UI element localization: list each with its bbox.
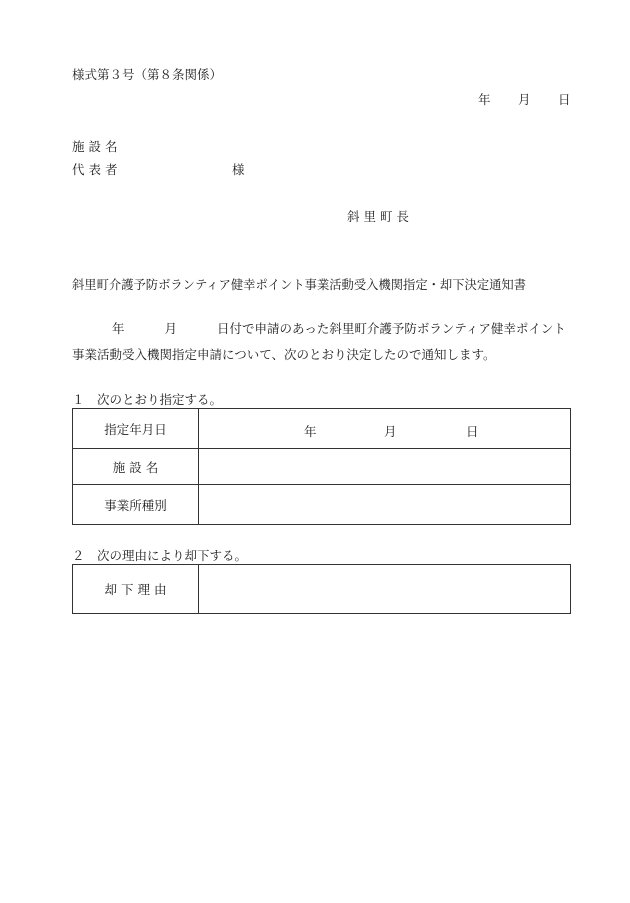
body-text: 日付で申請のあった斜里町介護予防ボランティア健幸ポイント事業活動受入機関指定申請について、次のとおり決定したので通知します。 xyxy=(72,321,566,362)
facility-name-value xyxy=(199,449,571,485)
representative-label: 代 表 者 xyxy=(72,162,118,177)
designation-date-value xyxy=(199,409,571,449)
document-title: 斜里町介護予防ボランティア健幸ポイント事業活動受入機関指定・却下決定通知書 xyxy=(72,278,527,292)
date-header-year: 年 xyxy=(478,92,491,107)
designation-year: 年 xyxy=(304,424,317,439)
designation-month: 月 xyxy=(384,424,397,439)
table-row xyxy=(73,485,571,525)
table-row xyxy=(73,409,571,449)
rejection-reason-value xyxy=(199,565,571,614)
date-header-month: 月 xyxy=(518,92,531,107)
form-number: 様式第３号（第８条関係） xyxy=(72,67,223,82)
rejection-table xyxy=(72,564,571,614)
body-year: 年 xyxy=(112,321,125,336)
section1-heading: １ 次のとおり指定する。 xyxy=(72,392,223,407)
designation-date-label: 指定年月日 xyxy=(73,409,199,449)
honorific: 様 xyxy=(232,162,245,177)
body-month: 月 xyxy=(164,321,178,336)
rejection-reason-label: 却 下 理 由 xyxy=(73,565,199,614)
table-row xyxy=(73,449,571,485)
business-type-value xyxy=(199,485,571,525)
designation-day: 日 xyxy=(466,424,479,439)
body-paragraph xyxy=(72,316,572,368)
facility-label: 施 設 名 xyxy=(72,139,118,154)
designation-table xyxy=(72,408,571,525)
section2-heading: ２ 次の理由により却下する。 xyxy=(72,548,248,563)
issuer: 斜 里 町 長 xyxy=(347,209,409,224)
date-header-day: 日 xyxy=(558,92,571,107)
facility-name-label: 施 設 名 xyxy=(73,449,199,485)
business-type-label: 事業所種別 xyxy=(73,485,199,525)
table-row xyxy=(73,565,571,614)
